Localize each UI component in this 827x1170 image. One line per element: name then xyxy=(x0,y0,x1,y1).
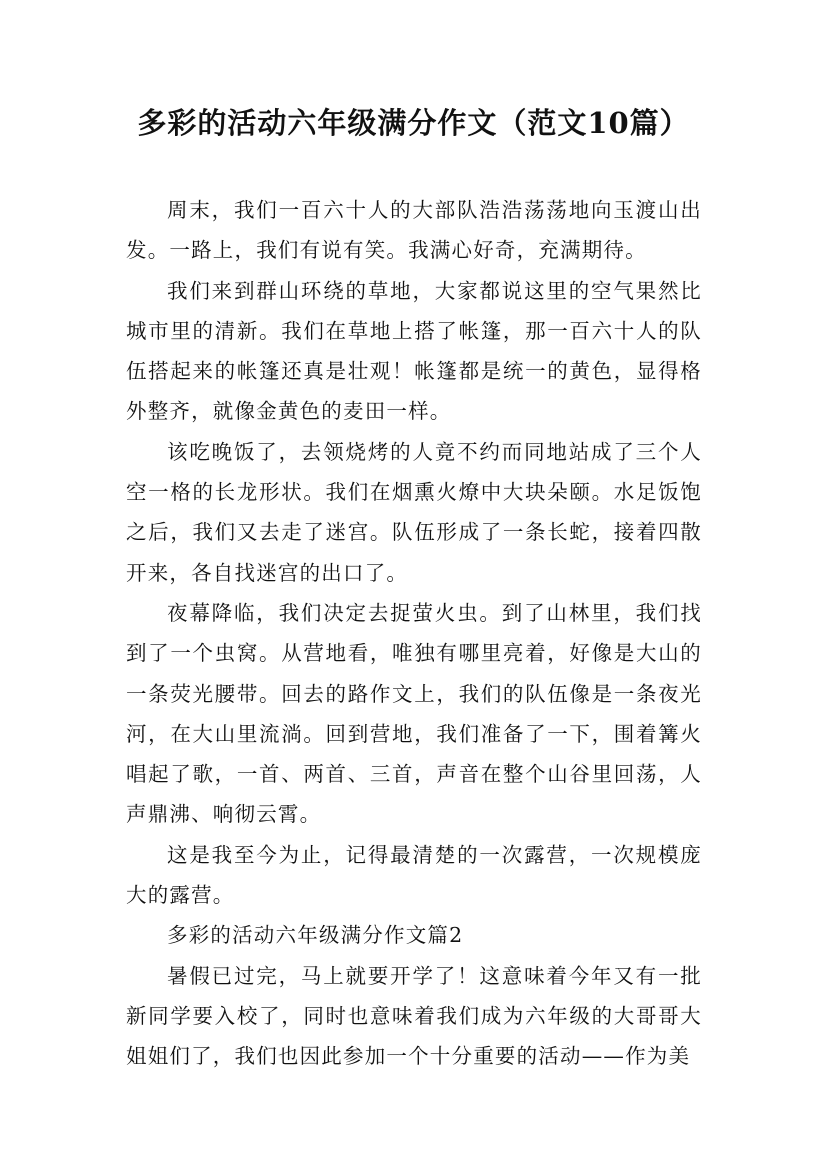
document-title: 多彩的活动六年级满分作文（范文10篇） xyxy=(137,106,690,140)
section-2-heading: 多彩的活动六年级满分作文篇2 xyxy=(167,923,464,948)
paragraph-3: 该吃晚饭了，去领烧烤的人竟不约而同地站成了三个人空一格的长龙形状。我们在烟熏火燎中大块朵颐。水足饭饱之后，我们又去走了迷宫。队伍形成了一条长蛇，接着四散开来，各自找迷宫的出口了。 xyxy=(126,439,702,585)
paragraph-1: 周末，我们一百六十人的大部队浩浩荡荡地向玉渡山出发。一路上，我们有说有笑。我满心好奇，充满期待。 xyxy=(126,198,702,263)
section-2-paragraph-1: 暑假已过完，马上就要开学了！这意味着今年又有一批新同学要入校了，同时也意味着我们成为六年级的大哥哥大姐姐们了，我们也因此参加一个十分重要的活动——作为美 xyxy=(126,963,702,1069)
document-body xyxy=(126,190,702,1077)
paragraph-4: 夜幕降临，我们决定去捉萤火虫。到了山林里，我们找到了一个虫窝。从营地看，唯独有哪里亮着，好像是大山的一条荧光腰带。回去的路作文上，我们的队伍像是一条夜光河，在大山里流淌。回到营地，我们准备了一下，围着篝火唱起了歌，一首、两首、三首，声音在整个山谷里回荡，人声鼎沸、响彻云霄。 xyxy=(126,600,702,827)
paragraph-5: 这是我至今为止，记得最清楚的一次露营，一次规模庞大的露营。 xyxy=(126,842,702,908)
paragraph-2: 我们来到群山环绕的草地，大家都说这里的空气果然比城市里的清新。我们在草地上搭了帐篷，那一百六十人的队伍搭起来的帐篷还真是壮观！帐篷都是统一的黄色，显得格外整齐，就像金黄色的麦田一样。 xyxy=(126,278,702,424)
